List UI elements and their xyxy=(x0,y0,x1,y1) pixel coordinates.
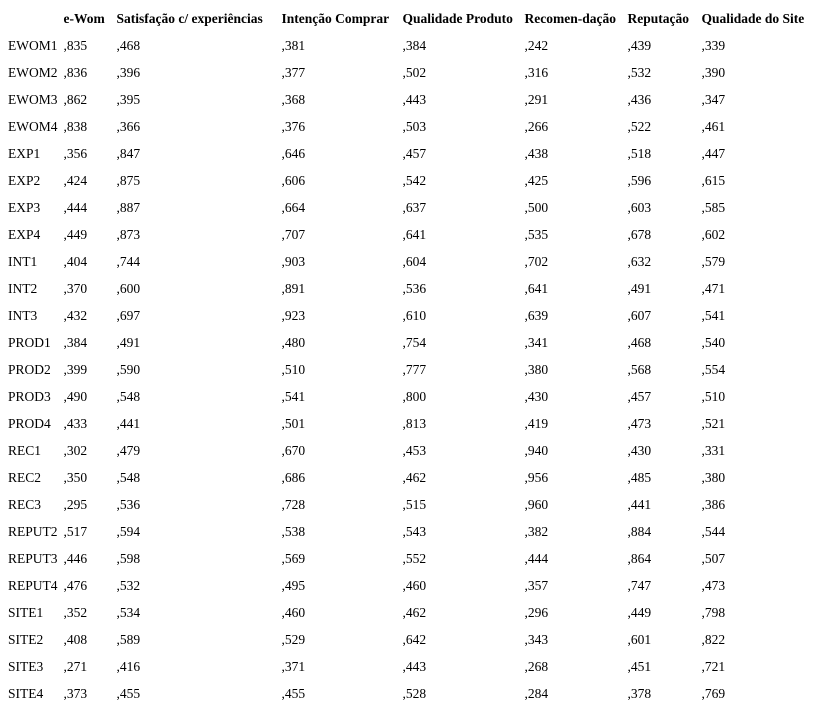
table-cell: ,491 xyxy=(627,280,652,296)
table-cell: ,377 xyxy=(281,64,306,80)
table-cell: ,343 xyxy=(524,631,549,647)
table-cell: ,457 xyxy=(627,388,652,404)
table-cell: ,425 xyxy=(524,172,549,188)
table-cell: ,686 xyxy=(281,469,306,485)
table-cell: ,707 xyxy=(281,226,306,242)
table-cell: ,728 xyxy=(281,496,306,512)
table-cell: ,702 xyxy=(524,253,549,269)
row-label: PROD4 xyxy=(8,415,51,431)
table-cell: ,610 xyxy=(402,307,427,323)
table-cell: ,302 xyxy=(63,442,88,458)
table-cell: ,476 xyxy=(63,577,88,593)
table-cell: ,891 xyxy=(281,280,306,296)
table-cell: ,500 xyxy=(524,199,549,215)
row-label: EXP1 xyxy=(8,145,41,161)
table-cell: ,923 xyxy=(281,307,306,323)
table-cell: ,601 xyxy=(627,631,652,647)
table-row xyxy=(2,86,816,113)
table-header-row xyxy=(2,5,816,32)
row-label: PROD2 xyxy=(8,361,51,377)
table-cell: ,632 xyxy=(627,253,652,269)
table-cell: ,554 xyxy=(701,361,726,377)
table-row xyxy=(2,437,816,464)
table-cell: ,532 xyxy=(627,64,652,80)
table-cell: ,862 xyxy=(63,91,88,107)
table-cell: ,490 xyxy=(63,388,88,404)
table-cell: ,268 xyxy=(524,658,549,674)
table-cell: ,529 xyxy=(281,631,306,647)
table-cell: ,521 xyxy=(701,415,726,431)
table-cell: ,940 xyxy=(524,442,549,458)
table-row xyxy=(2,302,816,329)
table-cell: ,356 xyxy=(63,145,88,161)
row-label: SITE4 xyxy=(8,685,44,701)
table-row xyxy=(2,329,816,356)
row-label: REPUT3 xyxy=(8,550,58,566)
table-cell: ,568 xyxy=(627,361,652,377)
table-cell: ,600 xyxy=(116,280,141,296)
table-cell: ,373 xyxy=(63,685,88,701)
table-cell: ,390 xyxy=(701,64,726,80)
row-label: EXP4 xyxy=(8,226,41,242)
table-cell: ,473 xyxy=(627,415,652,431)
row-label: EWOM1 xyxy=(8,37,58,53)
table-cell: ,585 xyxy=(701,199,726,215)
table-cell: ,604 xyxy=(402,253,427,269)
row-label: REPUT4 xyxy=(8,577,58,593)
table-cell: ,884 xyxy=(627,523,652,539)
table-cell: ,721 xyxy=(701,658,726,674)
table-cell: ,386 xyxy=(701,496,726,512)
table-cell: ,956 xyxy=(524,469,549,485)
table-cell: ,813 xyxy=(402,415,427,431)
table-cell: ,468 xyxy=(627,334,652,350)
table-cell: ,603 xyxy=(627,199,652,215)
column-header-ewom: e-Wom xyxy=(63,10,105,26)
table-cell: ,384 xyxy=(402,37,427,53)
row-label: INT2 xyxy=(8,280,38,296)
column-header-qualidade-site: Qualidade do Site xyxy=(701,10,805,26)
table-row xyxy=(2,140,816,167)
table-cell: ,352 xyxy=(63,604,88,620)
table-cell: ,430 xyxy=(627,442,652,458)
row-label: INT3 xyxy=(8,307,38,323)
table-cell: ,451 xyxy=(627,658,652,674)
table-cell: ,331 xyxy=(701,442,726,458)
table-row xyxy=(2,572,816,599)
table-cell: ,371 xyxy=(281,658,306,674)
table-cell: ,381 xyxy=(281,37,306,53)
table-cell: ,835 xyxy=(63,37,88,53)
table-cell: ,540 xyxy=(701,334,726,350)
table-cell: ,637 xyxy=(402,199,427,215)
table-cell: ,395 xyxy=(116,91,141,107)
table-cell: ,579 xyxy=(701,253,726,269)
table-cell: ,769 xyxy=(701,685,726,701)
table-cell: ,641 xyxy=(524,280,549,296)
table-row xyxy=(2,32,816,59)
table-cell: ,800 xyxy=(402,388,427,404)
table-cell: ,503 xyxy=(402,118,427,134)
table-body xyxy=(2,32,816,707)
table-row xyxy=(2,275,816,302)
table-row xyxy=(2,680,816,707)
table-cell: ,443 xyxy=(402,658,427,674)
table-row xyxy=(2,653,816,680)
table-cell: ,376 xyxy=(281,118,306,134)
table-cell: ,491 xyxy=(116,334,141,350)
row-label: EXP3 xyxy=(8,199,41,215)
column-header-reputacao: Reputação xyxy=(627,10,690,26)
table-cell: ,460 xyxy=(402,577,427,593)
table-cell: ,444 xyxy=(63,199,88,215)
table-cell: ,455 xyxy=(281,685,306,701)
table-cell: ,449 xyxy=(63,226,88,242)
table-cell: ,864 xyxy=(627,550,652,566)
table-cell: ,408 xyxy=(63,631,88,647)
table-cell: ,517 xyxy=(63,523,88,539)
table-cell: ,441 xyxy=(627,496,652,512)
row-label: EXP2 xyxy=(8,172,41,188)
table-cell: ,347 xyxy=(701,91,726,107)
table-cell: ,266 xyxy=(524,118,549,134)
table-cell: ,446 xyxy=(63,550,88,566)
table-cell: ,875 xyxy=(116,172,141,188)
table-cell: ,502 xyxy=(402,64,427,80)
table-cell: ,242 xyxy=(524,37,549,53)
table-cell: ,535 xyxy=(524,226,549,242)
row-label: SITE1 xyxy=(8,604,44,620)
table-cell: ,460 xyxy=(281,604,306,620)
table-cell: ,433 xyxy=(63,415,88,431)
table-row xyxy=(2,113,816,140)
table-cell: ,439 xyxy=(627,37,652,53)
table-cell: ,697 xyxy=(116,307,141,323)
table-cell: ,777 xyxy=(402,361,427,377)
table-cell: ,457 xyxy=(402,145,427,161)
table-cell: ,399 xyxy=(63,361,88,377)
table-row xyxy=(2,626,816,653)
table-cell: ,887 xyxy=(116,199,141,215)
row-label: SITE3 xyxy=(8,658,44,674)
table-cell: ,462 xyxy=(402,469,427,485)
table-cell: ,441 xyxy=(116,415,141,431)
table-cell: ,903 xyxy=(281,253,306,269)
table-row xyxy=(2,221,816,248)
table-cell: ,664 xyxy=(281,199,306,215)
table-cell: ,538 xyxy=(281,523,306,539)
table-row xyxy=(2,59,816,86)
table-cell: ,590 xyxy=(116,361,141,377)
row-label: EWOM4 xyxy=(8,118,58,134)
table-cell: ,541 xyxy=(701,307,726,323)
table-cell: ,291 xyxy=(524,91,549,107)
table-cell: ,678 xyxy=(627,226,652,242)
table-row xyxy=(2,599,816,626)
table-cell: ,357 xyxy=(524,577,549,593)
table-cell: ,284 xyxy=(524,685,549,701)
table-cell: ,596 xyxy=(627,172,652,188)
table-cell: ,552 xyxy=(402,550,427,566)
table-row xyxy=(2,491,816,518)
table-cell: ,646 xyxy=(281,145,306,161)
table-cell: ,296 xyxy=(524,604,549,620)
column-header-intencao: Intenção Comprar xyxy=(281,10,390,26)
table-cell: ,544 xyxy=(701,523,726,539)
table-row xyxy=(2,464,816,491)
table-cell: ,461 xyxy=(701,118,726,134)
table-cell: ,747 xyxy=(627,577,652,593)
table-cell: ,430 xyxy=(524,388,549,404)
table-cell: ,453 xyxy=(402,442,427,458)
table-cell: ,384 xyxy=(63,334,88,350)
row-label: INT1 xyxy=(8,253,38,269)
table-cell: ,873 xyxy=(116,226,141,242)
table-row xyxy=(2,545,816,572)
table-row xyxy=(2,383,816,410)
table-cell: ,541 xyxy=(281,388,306,404)
table-cell: ,548 xyxy=(116,388,141,404)
table-cell: ,548 xyxy=(116,469,141,485)
column-header-satisfacao: Satisfação c/ experiências xyxy=(116,10,263,26)
table-cell: ,380 xyxy=(524,361,549,377)
table-cell: ,444 xyxy=(524,550,549,566)
table-cell: ,598 xyxy=(116,550,141,566)
table-cell: ,528 xyxy=(402,685,427,701)
table-cell: ,607 xyxy=(627,307,652,323)
table-cell: ,473 xyxy=(701,577,726,593)
row-label: PROD3 xyxy=(8,388,51,404)
table-cell: ,639 xyxy=(524,307,549,323)
table-cell: ,510 xyxy=(281,361,306,377)
table-cell: ,295 xyxy=(63,496,88,512)
table-cell: ,589 xyxy=(116,631,141,647)
table-cell: ,522 xyxy=(627,118,652,134)
row-label: REC1 xyxy=(8,442,42,458)
table-cell: ,468 xyxy=(116,37,141,53)
table-row xyxy=(2,248,816,275)
table-corner-cell xyxy=(2,5,58,32)
row-label: REC3 xyxy=(8,496,42,512)
table-cell: ,515 xyxy=(402,496,427,512)
row-label: SITE2 xyxy=(8,631,44,647)
table-cell: ,847 xyxy=(116,145,141,161)
table-cell: ,449 xyxy=(627,604,652,620)
table-row xyxy=(2,518,816,545)
table-cell: ,432 xyxy=(63,307,88,323)
table-cell: ,543 xyxy=(402,523,427,539)
table-row xyxy=(2,356,816,383)
table-cell: ,507 xyxy=(701,550,726,566)
table-cell: ,615 xyxy=(701,172,726,188)
table-cell: ,501 xyxy=(281,415,306,431)
table-cell: ,438 xyxy=(524,145,549,161)
table-cell: ,518 xyxy=(627,145,652,161)
table-cell: ,447 xyxy=(701,145,726,161)
cross-loadings-table xyxy=(2,5,816,707)
table-cell: ,532 xyxy=(116,577,141,593)
table-cell: ,542 xyxy=(402,172,427,188)
table-cell: ,536 xyxy=(116,496,141,512)
table-cell: ,380 xyxy=(701,469,726,485)
table-cell: ,485 xyxy=(627,469,652,485)
table-cell: ,798 xyxy=(701,604,726,620)
table-cell: ,462 xyxy=(402,604,427,620)
table-cell: ,382 xyxy=(524,523,549,539)
table-row xyxy=(2,410,816,437)
table-cell: ,370 xyxy=(63,280,88,296)
table-cell: ,606 xyxy=(281,172,306,188)
table-cell: ,744 xyxy=(116,253,141,269)
table-cell: ,642 xyxy=(402,631,427,647)
table-cell: ,455 xyxy=(116,685,141,701)
row-label: REPUT2 xyxy=(8,523,58,539)
table-cell: ,378 xyxy=(627,685,652,701)
table-cell: ,836 xyxy=(63,64,88,80)
table-cell: ,316 xyxy=(524,64,549,80)
table-cell: ,424 xyxy=(63,172,88,188)
table-cell: ,443 xyxy=(402,91,427,107)
table-cell: ,436 xyxy=(627,91,652,107)
table-cell: ,822 xyxy=(701,631,726,647)
table-cell: ,670 xyxy=(281,442,306,458)
table-cell: ,479 xyxy=(116,442,141,458)
table-cell: ,366 xyxy=(116,118,141,134)
table-cell: ,960 xyxy=(524,496,549,512)
table-cell: ,641 xyxy=(402,226,427,242)
row-label: EWOM2 xyxy=(8,64,58,80)
table-cell: ,368 xyxy=(281,91,306,107)
table-cell: ,838 xyxy=(63,118,88,134)
table-cell: ,754 xyxy=(402,334,427,350)
table-cell: ,480 xyxy=(281,334,306,350)
table-cell: ,416 xyxy=(116,658,141,674)
table-cell: ,396 xyxy=(116,64,141,80)
table-cell: ,471 xyxy=(701,280,726,296)
column-header-recomendacao: Recomen-dação xyxy=(524,10,616,26)
table-cell: ,271 xyxy=(63,658,88,674)
table-cell: ,594 xyxy=(116,523,141,539)
table-row xyxy=(2,167,816,194)
table-cell: ,569 xyxy=(281,550,306,566)
table-cell: ,602 xyxy=(701,226,726,242)
column-header-qualidade-produto: Qualidade Produto xyxy=(402,10,513,26)
row-label: PROD1 xyxy=(8,334,51,350)
table-cell: ,536 xyxy=(402,280,427,296)
table-cell: ,404 xyxy=(63,253,88,269)
table-cell: ,510 xyxy=(701,388,726,404)
table-cell: ,339 xyxy=(701,37,726,53)
row-label: EWOM3 xyxy=(8,91,58,107)
row-label: REC2 xyxy=(8,469,42,485)
table-cell: ,341 xyxy=(524,334,549,350)
table-cell: ,534 xyxy=(116,604,141,620)
table-row xyxy=(2,194,816,221)
table-cell: ,495 xyxy=(281,577,306,593)
table-cell: ,350 xyxy=(63,469,88,485)
table-cell: ,419 xyxy=(524,415,549,431)
